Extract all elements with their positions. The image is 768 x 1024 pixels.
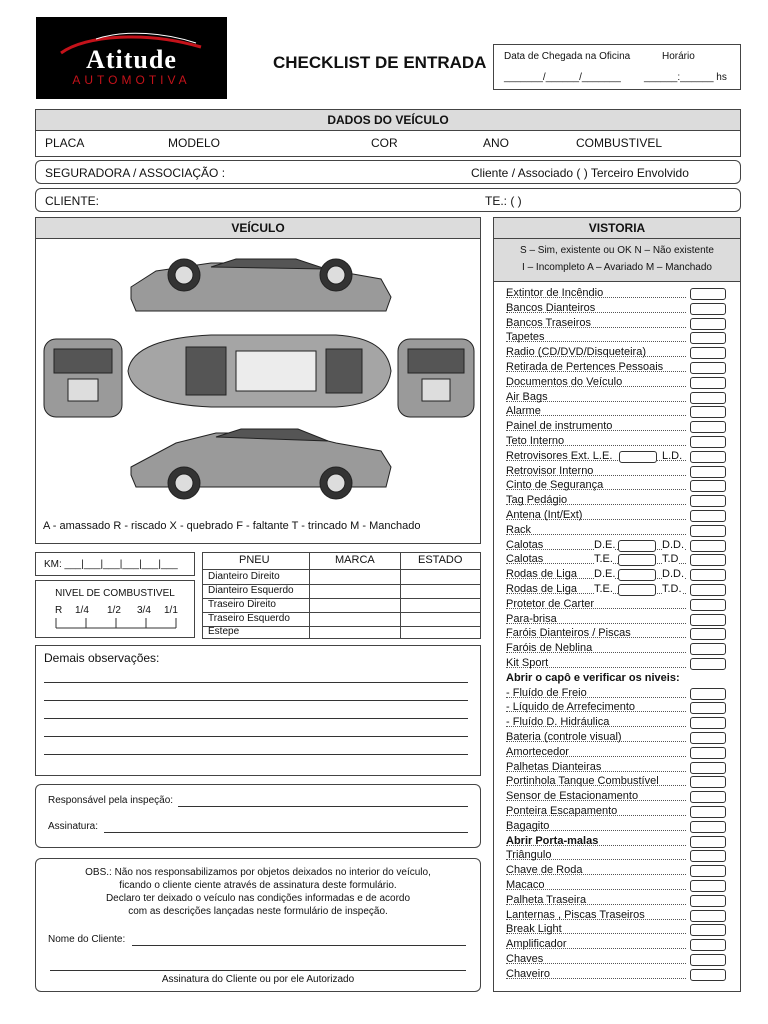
tire-row-label: Dianteiro Direito	[208, 571, 280, 582]
inspection-item-status-box[interactable]	[690, 836, 726, 848]
tire-table-header	[203, 553, 480, 570]
arrival-box	[493, 44, 741, 90]
inspection-item-status-box[interactable]	[690, 762, 726, 774]
inspection-item-label: Cinto de Segurança	[506, 479, 604, 492]
tire-table	[202, 552, 481, 639]
side-label-left: T.E.	[594, 583, 613, 595]
disclaimer-line: ficando o cliente ciente através de assinatura deste formulário.	[119, 880, 397, 891]
time-label: Horário	[662, 51, 695, 62]
inspection-item-label: Protetor de Carter	[506, 597, 595, 610]
inspection-item-status-box[interactable]	[690, 392, 726, 404]
side-status-box[interactable]	[618, 554, 656, 566]
brand-name: Atitude	[86, 45, 177, 74]
inspection-item-status-box[interactable]	[690, 480, 726, 492]
inspection-item-label: Rack	[506, 523, 532, 536]
inspection-item-label: Kit Sport	[506, 657, 549, 669]
inspection-item-status-box[interactable]	[690, 658, 726, 670]
arrival-label: Data de Chegada na Oficina	[504, 51, 631, 62]
inspection-item-status-box[interactable]	[690, 954, 726, 966]
side-status-box[interactable]	[618, 569, 656, 581]
inspection-item-status-box[interactable]	[690, 939, 726, 951]
mirror-right-label: L.D.	[662, 449, 683, 462]
disclaimer-line: com as descrições lançadas neste formulário de inspeção.	[128, 906, 388, 917]
side-label-right: D.D.	[662, 568, 684, 581]
field-telefone[interactable]: TE.: ( )	[485, 194, 522, 208]
side-label-left: D.E.	[594, 568, 616, 581]
field-cor[interactable]: COR	[371, 136, 398, 150]
inspection-item-label: Palheta Traseira	[506, 893, 587, 906]
company-logo	[36, 17, 227, 99]
inspection-item-status-box[interactable]	[690, 525, 726, 537]
inspection-item-status-box[interactable]	[690, 880, 726, 892]
km-field[interactable]: KM: ___|___|___|___|___|___	[44, 559, 178, 570]
inspection-item-label: Air Bags	[506, 390, 548, 403]
car-top-view	[128, 335, 391, 407]
inspector-box	[35, 784, 481, 848]
inspection-item-label: Teto Interno	[506, 435, 565, 447]
inspection-item-label: Bagagito	[506, 819, 550, 832]
tire-row-label: Traseiro Esquerdo	[208, 613, 290, 624]
inspection-item-label: Bancos Traseiros	[506, 316, 591, 329]
inspection-item-status-box[interactable]	[690, 584, 726, 596]
field-cliente[interactable]: CLIENTE:	[45, 194, 100, 208]
inspection-item-label: Bancos Dianteiros	[506, 301, 596, 314]
side-label-left: D.E.	[594, 538, 616, 551]
client-name-field[interactable]	[132, 945, 466, 946]
inspection-item-label: Tag Pedágio	[506, 494, 568, 507]
inspection-item-label: Chave de Roda	[506, 864, 583, 877]
inspection-item-label: Abrir o capô e verificar os niveis:	[506, 671, 680, 684]
inspection-item-label: Rodas de Liga	[506, 583, 577, 595]
fuel-half[interactable]: 1/2	[107, 605, 121, 616]
inspection-item-status-box[interactable]	[690, 791, 726, 803]
tire-row-label: Dianteiro Esquerdo	[208, 585, 294, 596]
insurer-row	[35, 160, 741, 184]
inspection-section	[493, 217, 741, 992]
inspection-item-status-box[interactable]	[690, 628, 726, 640]
inspection-item-label: Amortecedor	[506, 745, 569, 758]
car-diagram[interactable]	[36, 239, 480, 521]
inspection-item-status-box[interactable]	[690, 554, 726, 566]
inspection-item-label: Retrovisores Ext. L.E.	[506, 449, 613, 462]
inspection-item-label: Extintor de Incêndio	[506, 287, 604, 299]
inspection-item-status-box[interactable]	[690, 466, 726, 478]
inspection-item-status-box[interactable]	[690, 421, 726, 433]
inspection-item-label: Para-brisa	[506, 612, 557, 625]
inspection-item-label: Palhetas Dianteiras	[506, 760, 602, 773]
inspection-item-status-box[interactable]	[690, 510, 726, 522]
fuel-gauge-scale	[54, 618, 178, 630]
vehicle-diagram-section	[35, 217, 481, 544]
inspection-item-status-box[interactable]	[690, 569, 726, 581]
disclaimer-line: OBS.: Não nos responsabilizamos por objetos deixados no interior do veículo,	[85, 867, 431, 878]
inspection-item-status-box[interactable]	[690, 865, 726, 877]
tire-col-pneu: PNEU	[239, 554, 270, 566]
inspection-item-status-box[interactable]	[690, 436, 726, 448]
side-status-box[interactable]	[618, 540, 656, 552]
inspector-signature-label: Assinatura:	[48, 821, 99, 832]
field-modelo[interactable]: MODELO	[168, 136, 221, 150]
inspection-item-label: - Líquido de Arrefecimento	[506, 701, 636, 714]
inspection-item-status-box[interactable]	[690, 406, 726, 418]
inspection-item-status-box[interactable]	[690, 303, 726, 315]
fuel-box	[35, 580, 195, 638]
inspection-item-label: Ponteira Escapamento	[506, 805, 618, 817]
inspection-item-label: - Fluído D. Hidráulica	[506, 716, 610, 729]
inspection-item-label: - Fluído de Freio	[506, 686, 587, 699]
tire-row[interactable]	[203, 584, 480, 599]
inspection-item-status-box[interactable]	[690, 732, 726, 744]
inspection-item-label: Painel de instrumento	[506, 420, 613, 433]
field-combustivel[interactable]: COMBUSTIVEL	[576, 136, 663, 150]
inspection-legend	[494, 239, 740, 282]
inspection-item-status-box[interactable]	[690, 495, 726, 507]
inspection-item-label: Retrovisor Interno	[506, 464, 594, 477]
inspection-item-label: Triângulo	[506, 849, 552, 862]
inspector-signature-field[interactable]	[104, 832, 468, 833]
inspection-item-status-box[interactable]	[690, 599, 726, 611]
inspection-item-status-box[interactable]	[690, 540, 726, 552]
side-status-box[interactable]	[618, 584, 656, 596]
inspection-item-status-box[interactable]	[690, 969, 726, 981]
car-rear-view	[398, 339, 474, 417]
vehicle-diagram-title: VEÍCULO	[36, 218, 480, 239]
fuel-title: NIVEL DE COMBUSTIVEL	[55, 588, 175, 599]
inspection-item-status-box[interactable]	[690, 347, 726, 359]
inspection-item-label: Macaco	[506, 879, 545, 891]
inspection-item-status-box[interactable]	[690, 688, 726, 700]
inspection-item-status-box[interactable]	[690, 776, 726, 788]
inspection-item-label: Documentos do Veículo	[506, 375, 623, 388]
observation-line[interactable]	[44, 700, 468, 701]
fuel-quarter[interactable]: 1/4	[75, 605, 89, 616]
inspection-item-label: Rodas de Liga	[506, 568, 577, 581]
inspection-item-status-box[interactable]	[690, 332, 726, 344]
inspector-label: Responsável pela inspeção:	[48, 795, 174, 806]
inspection-item-label: Break Light	[506, 923, 562, 936]
observation-line[interactable]	[44, 754, 468, 755]
client-name-label: Nome do Cliente:	[48, 934, 126, 945]
side-label-right: T.D.	[662, 583, 682, 595]
inspection-item-status-box[interactable]	[690, 362, 726, 374]
inspection-item-status-box[interactable]	[690, 318, 726, 330]
tire-row-label: Traseiro Direito	[208, 599, 276, 610]
tire-row[interactable]	[203, 598, 480, 613]
inspection-item-status-box[interactable]	[690, 717, 726, 729]
inspection-item-status-box[interactable]	[690, 924, 726, 936]
page-title: CHECKLIST DE ENTRADA	[273, 53, 487, 72]
tire-col-marca: MARCA	[335, 554, 375, 566]
inspection-item-label: Antena (Int/Ext)	[506, 509, 583, 521]
observation-line[interactable]	[44, 736, 468, 737]
client-signature-field[interactable]	[50, 970, 466, 971]
inspection-item-label: Bateria (controle visual)	[506, 731, 622, 743]
inspection-item-label: Faróis Dianteiros / Piscas	[506, 627, 631, 640]
inspection-item-status-box[interactable]	[690, 451, 726, 463]
car-side-right	[131, 259, 391, 311]
inspection-item-status-box[interactable]	[690, 910, 726, 922]
observation-line[interactable]	[44, 682, 468, 683]
fuel-r[interactable]: R	[55, 605, 63, 616]
inspection-item-status-box[interactable]	[690, 377, 726, 389]
inspection-item-label: Calotas	[506, 538, 544, 551]
observation-line[interactable]	[44, 718, 468, 719]
brand-subtitle: AUTOMOTIVA	[72, 73, 191, 87]
inspection-item-label: Chaveiro	[506, 967, 551, 980]
inspection-item-status-box[interactable]	[690, 702, 726, 714]
km-box	[35, 552, 195, 576]
observations-title: Demais observações:	[44, 651, 160, 665]
inspector-field[interactable]	[178, 806, 468, 807]
inspection-item-status-box[interactable]	[690, 288, 726, 300]
disclaimer-box	[35, 858, 481, 992]
side-label-right: T.D	[662, 553, 679, 566]
inspection-item-label: Portinhola Tanque Combustível	[506, 775, 659, 788]
inspection-item-status-box[interactable]	[690, 895, 726, 907]
inspection-legend-line-1: S – Sim, existente ou OK N – Não existente	[520, 245, 714, 256]
inspection-item-status-box[interactable]	[690, 614, 726, 626]
side-label-right: D.D.	[662, 538, 684, 551]
inspection-item-status-box[interactable]	[690, 850, 726, 862]
inspection-item-label: Tapetes	[506, 331, 545, 344]
inspection-item-status-box[interactable]	[690, 806, 726, 818]
arrival-date-field[interactable]: _______/______/_______	[504, 72, 621, 83]
inspection-item-label: Alarme	[506, 405, 541, 418]
inspection-item-label: Abrir Porta-malas	[506, 834, 599, 847]
inspection-list	[494, 287, 740, 991]
inspection-item-label: Retirada de Pertences Pessoais	[506, 361, 664, 373]
field-seguradora[interactable]: SEGURADORA / ASSOCIAÇÃO :	[45, 166, 226, 180]
fuel-three-quarter[interactable]: 3/4	[137, 605, 151, 616]
inspection-item-label: Amplificador	[506, 938, 567, 951]
car-side-left	[131, 429, 391, 499]
inspection-item-label: Lanternas , Piscas Traseiros	[506, 908, 645, 921]
inspection-item-label: Faróis de Neblina	[506, 642, 593, 655]
tire-row[interactable]	[203, 625, 480, 639]
inspection-item-status-box[interactable]	[690, 821, 726, 833]
arrival-time-field[interactable]: ______:______ hs	[644, 72, 727, 83]
inspection-item-label: Chaves	[506, 953, 544, 965]
damage-legend: A - amassado R - riscado X - quebrado F - faltante T - trincado M - Manchado	[43, 520, 421, 532]
inspection-title: VISTORIA	[494, 218, 740, 239]
inspection-legend-line-2: I – Incompleto A – Avariado M – Manchado	[522, 262, 712, 273]
inspection-item-label: Calotas	[506, 553, 544, 566]
inspection-item-label: Radio (CD/DVD/Disqueteira)	[506, 346, 646, 359]
field-placa[interactable]: PLACA	[45, 136, 85, 150]
tire-row-label: Estepe	[208, 626, 240, 637]
client-type-options[interactable]: Cliente / Associado ( ) Terceiro Envolvido	[471, 166, 689, 180]
inspection-item-status-box[interactable]	[690, 747, 726, 759]
vehicle-data-section	[35, 109, 741, 157]
disclaimer-line: Declaro ter deixado o veículo nas condições informadas e de acordo	[105, 893, 411, 904]
inspection-item-status-box[interactable]	[690, 643, 726, 655]
mirror-left-box[interactable]	[619, 451, 657, 463]
vehicle-data-title: DADOS DO VEÍCULO	[36, 110, 740, 131]
field-ano[interactable]: ANO	[483, 136, 510, 150]
inspection-item-label: Sensor de Estacionamento	[506, 790, 639, 803]
observations-box	[35, 645, 481, 776]
tire-col-estado: ESTADO	[418, 554, 463, 566]
side-label-left: T.E.	[594, 553, 613, 566]
client-row	[35, 188, 741, 212]
car-front-view	[44, 339, 122, 417]
fuel-full[interactable]: 1/1	[164, 605, 178, 616]
client-signature-label: Assinatura do Cliente ou por ele Autorizado	[161, 974, 355, 985]
inspection-item-dots	[506, 534, 686, 535]
tire-row[interactable]	[203, 570, 480, 585]
